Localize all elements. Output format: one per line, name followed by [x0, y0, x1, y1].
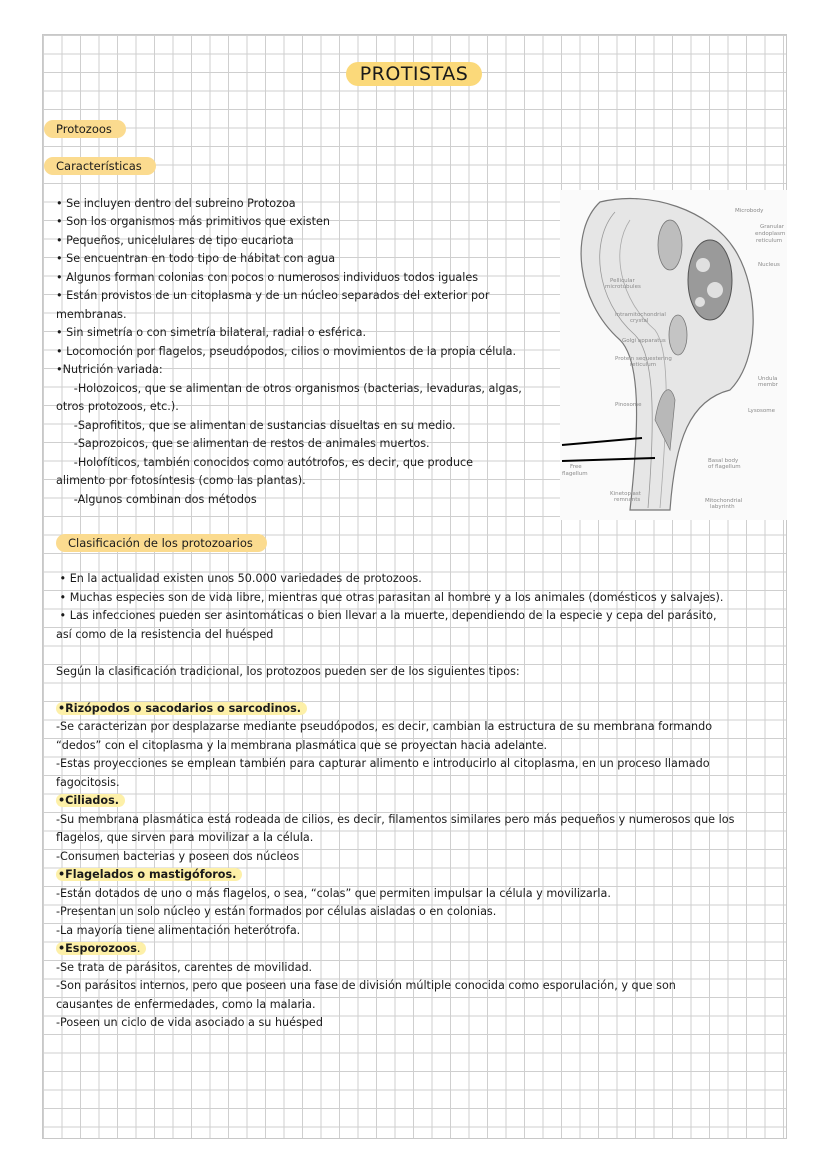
- type-title-esporozoos: •Esporozoos.: [56, 942, 146, 955]
- list-item: -Están dotados de uno o más flagelos, o sea, “colas” que permiten impulsar la célula y movilizarla.: [56, 887, 611, 900]
- list-item: Según la clasificación tradicional, los protozoos pueden ser de los siguientes tipos:: [56, 665, 520, 678]
- svg-text:reticulum: reticulum: [756, 238, 783, 244]
- type-title-ciliados: •Ciliados.: [56, 794, 125, 807]
- svg-text:Mitochondrial: Mitochondrial: [705, 498, 743, 504]
- svg-text:Kinetoplast: Kinetoplast: [610, 491, 641, 497]
- svg-text:labyrinth: labyrinth: [710, 504, 735, 510]
- page-title: PROTISTAS: [0, 62, 828, 86]
- svg-text:Granular: Granular: [760, 224, 785, 230]
- svg-text:Golgi apparatus: Golgi apparatus: [622, 338, 666, 344]
- list-item: alimento por fotosíntesis (como las plantas).: [56, 474, 306, 487]
- list-item: • Muchas especies son de vida libre, mientras que otras parasitan al hombre y a los animales (domésticos y salvajes).: [56, 591, 724, 604]
- list-item: -Poseen un ciclo de vida asociado a su huésped: [56, 1016, 323, 1029]
- list-item: membranas.: [56, 308, 127, 321]
- list-item: • Se encuentran en todo tipo de hábitat con agua: [56, 252, 336, 265]
- section-caracteristicas: Características: [44, 157, 156, 175]
- list-item: •Nutrición variada:: [56, 363, 163, 376]
- svg-text:Microbody: Microbody: [735, 208, 764, 214]
- list-item: • Se incluyen dentro del subreino Protozoa: [56, 197, 296, 210]
- svg-text:endoplasm: endoplasm: [755, 231, 786, 237]
- svg-text:Intramitochondrial: Intramitochondrial: [615, 312, 666, 318]
- svg-text:Lysosome: Lysosome: [748, 408, 776, 414]
- list-item: otros protozoos, etc.).: [56, 400, 179, 413]
- svg-text:Protein sequestering: Protein sequestering: [615, 356, 672, 362]
- list-item: “dedos” con el citoplasma y la membrana plasmática que se proyectan hacia adelante.: [56, 739, 548, 752]
- svg-text:reticulum: reticulum: [630, 362, 657, 368]
- list-item: -Presentan un solo núcleo y están formados por células aisladas o en colonias.: [56, 905, 497, 918]
- list-item: -Se caracterizan por desplazarse mediante pseudópodos, es decir, cambian la estructura de su membrana formando: [56, 720, 713, 733]
- svg-text:microtubules: microtubules: [605, 284, 641, 290]
- section-clasificacion: Clasificación de los protozoarios: [56, 534, 267, 552]
- svg-text:of flagellum: of flagellum: [708, 464, 741, 470]
- svg-text:Pellicular: Pellicular: [610, 278, 635, 284]
- list-item: • Son los organismos más primitivos que existen: [56, 215, 330, 228]
- list-item: • Locomoción por flagelos, pseudópodos, cilios o movimientos de la propia célula.: [56, 345, 516, 358]
- list-item: -Algunos combinan dos métodos: [56, 493, 257, 506]
- section-protozoos: Protozoos: [44, 120, 126, 138]
- list-item: • Sin simetría o con simetría bilateral, radial o esférica.: [56, 326, 367, 339]
- list-item: fagocitosis.: [56, 776, 120, 789]
- list-item: -Son parásitos internos, pero que poseen una fase de división múltiple conocida como esporulación, y que son: [56, 979, 676, 992]
- svg-text:Undula: Undula: [758, 376, 778, 382]
- list-item: -Consumen bacterias y poseen dos núcleos: [56, 850, 300, 863]
- svg-text:flagellum: flagellum: [562, 471, 588, 477]
- list-item: causantes de enfermedades, como la malaria.: [56, 998, 316, 1011]
- list-item: -Su membrana plasmática está rodeada de cilios, es decir, filamentos similares pero más pequeños y numerosos que los: [56, 813, 735, 826]
- svg-text:remnants: remnants: [614, 497, 641, 503]
- type-title-rizopodos: •Rizópodos o sacodarios o sarcodinos.: [56, 702, 307, 715]
- list-item: • Las infecciones pueden ser asintomáticas o bien llevar a la muerte, dependiendo de la especie y cepa del parásito,: [56, 609, 717, 622]
- svg-text:Free: Free: [570, 464, 582, 470]
- list-item: • Algunos forman colonias con pocos o numerosos individuos todos iguales: [56, 271, 479, 284]
- svg-text:membr: membr: [758, 382, 778, 388]
- list-item: -Saprofititos, que se alimentan de sustancias disueltas en su medio.: [56, 419, 456, 432]
- list-item: flagelos, que sirven para movilizar a la célula.: [56, 831, 314, 844]
- list-item: -Saprozoicos, que se alimentan de restos de animales muertos.: [56, 437, 430, 450]
- svg-text:Nucleus: Nucleus: [758, 262, 780, 268]
- svg-text:Basal body: Basal body: [708, 458, 739, 464]
- list-item: así como de la resistencia del huésped: [56, 628, 274, 641]
- list-item: -Se trata de parásitos, carentes de movilidad.: [56, 961, 313, 974]
- list-item: -Holozoicos, que se alimentan de otros organismos (bacterias, levaduras, algas,: [56, 382, 522, 395]
- list-item: • Están provistos de un citoplasma y de un núcleo separados del exterior por: [56, 289, 490, 302]
- list-item: -Holofíticos, también conocidos como autótrofos, es decir, que produce: [56, 456, 474, 469]
- svg-text:crystal: crystal: [630, 318, 649, 324]
- list-item: -Estas proyecciones se emplean también para capturar alimento e introducirlo al citoplasma, en un proceso llamado: [56, 757, 710, 770]
- list-item: • En la actualidad existen unos 50.000 variedades de protozoos.: [56, 572, 422, 585]
- svg-text:Pinosome: Pinosome: [615, 402, 642, 408]
- list-item: • Pequeños, unicelulares de tipo eucariota: [56, 234, 294, 247]
- list-item: -La mayoría tiene alimentación heterótrofa.: [56, 924, 301, 937]
- type-title-flagelados: •Flagelados o mastigóforos.: [56, 868, 242, 881]
- trypanosome-diagram: [560, 190, 787, 520]
